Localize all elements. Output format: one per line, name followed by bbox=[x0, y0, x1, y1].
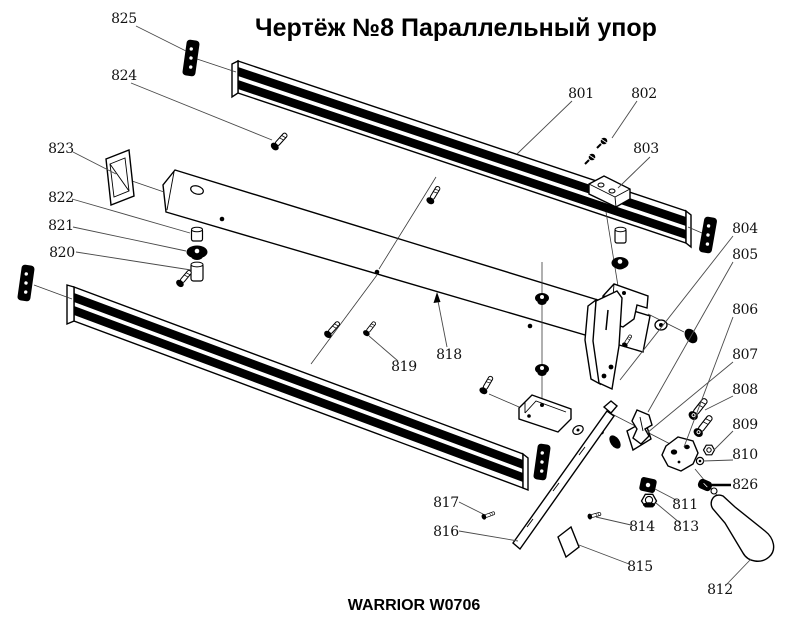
washer-small bbox=[571, 424, 585, 436]
screw-817 bbox=[481, 510, 496, 520]
part-number-label: 802 bbox=[631, 86, 657, 102]
washer-810 bbox=[696, 457, 703, 464]
leader-line bbox=[703, 460, 733, 461]
leader-line bbox=[579, 545, 629, 564]
t-nut-lower-right bbox=[533, 443, 551, 480]
part-number-label: 820 bbox=[49, 245, 75, 261]
flat-screws bbox=[585, 138, 607, 164]
hex-nut-809 bbox=[704, 445, 715, 455]
leader-line bbox=[517, 101, 572, 154]
leader-line bbox=[76, 252, 191, 270]
t-nut-upper-right bbox=[698, 216, 717, 254]
lock-handle bbox=[711, 488, 774, 561]
part-number-label: 818 bbox=[436, 347, 462, 363]
part-number-label: 803 bbox=[633, 141, 659, 157]
cam-oval bbox=[607, 433, 623, 450]
cam-bracket bbox=[662, 437, 698, 471]
sleeve-820 bbox=[191, 262, 203, 281]
screw-mid-1 bbox=[425, 185, 442, 206]
leader-line bbox=[705, 396, 733, 410]
drawing-title: Чертёж №8 Параллельный упор bbox=[255, 14, 657, 42]
part-number-label: 805 bbox=[732, 247, 758, 263]
callout-layer bbox=[48, 11, 758, 598]
part-number-label: 817 bbox=[433, 495, 459, 511]
dome-washer bbox=[612, 257, 629, 270]
screw-814 bbox=[587, 511, 602, 520]
screw-824 bbox=[269, 131, 289, 152]
part-number-label: 821 bbox=[48, 218, 74, 234]
leader-line bbox=[459, 531, 518, 541]
part-number-label: 804 bbox=[732, 221, 758, 237]
leader-line bbox=[459, 502, 483, 514]
part-number-label: 806 bbox=[732, 302, 758, 318]
part-number-label: 808 bbox=[732, 382, 758, 398]
screw-channel bbox=[478, 375, 495, 396]
leader-line bbox=[714, 431, 733, 450]
part-number-label: 812 bbox=[707, 582, 733, 598]
leader-line bbox=[727, 559, 751, 584]
guide-rail-lower bbox=[67, 285, 528, 490]
square-nut-b bbox=[535, 364, 549, 376]
part-number-label: 810 bbox=[732, 447, 758, 463]
part-number-label: 826 bbox=[732, 477, 758, 493]
part-number-label: 823 bbox=[48, 141, 74, 157]
lock-nut-813 bbox=[642, 494, 657, 507]
shim-plate-815 bbox=[558, 527, 579, 557]
ring-washer-805 bbox=[655, 320, 667, 330]
part-number-label: 811 bbox=[672, 497, 698, 513]
part-number-label: 809 bbox=[732, 417, 758, 433]
rail-end-cap bbox=[106, 150, 134, 205]
model-number: WARRIOR W0706 bbox=[347, 597, 481, 614]
leader-line bbox=[618, 157, 650, 188]
spacer-sleeve bbox=[615, 227, 626, 243]
part-number-label: 816 bbox=[433, 524, 459, 540]
square-nut-811 bbox=[639, 476, 658, 493]
part-number-label: 813 bbox=[673, 519, 699, 535]
leader-line bbox=[437, 296, 447, 347]
part-number-label: 807 bbox=[732, 347, 758, 363]
leader-line bbox=[596, 517, 631, 525]
part-number-label: 822 bbox=[48, 190, 74, 206]
leader-line bbox=[648, 262, 733, 412]
leader-line bbox=[612, 101, 637, 138]
leader-arrowhead bbox=[434, 292, 441, 303]
t-nut-lower-left bbox=[17, 264, 35, 301]
part-number-label: 801 bbox=[568, 86, 594, 102]
part-number-label: 825 bbox=[111, 11, 137, 27]
pivot-plate-bracket bbox=[585, 291, 622, 389]
screw-819 bbox=[362, 320, 378, 337]
part-number-label: 814 bbox=[629, 519, 655, 535]
leader-line bbox=[647, 362, 733, 433]
bushing-822 bbox=[192, 227, 203, 241]
u-channel bbox=[519, 395, 571, 432]
t-nut-upper-left bbox=[182, 39, 200, 76]
screw-mid-2 bbox=[323, 320, 342, 340]
cap-washer-821 bbox=[187, 246, 208, 261]
part-number-label: 824 bbox=[111, 68, 137, 84]
leader-line bbox=[73, 227, 186, 251]
part-number-label: 815 bbox=[627, 559, 653, 575]
part-number-label: 819 bbox=[391, 359, 417, 375]
leader-line bbox=[369, 336, 398, 361]
leader-line bbox=[136, 26, 186, 51]
